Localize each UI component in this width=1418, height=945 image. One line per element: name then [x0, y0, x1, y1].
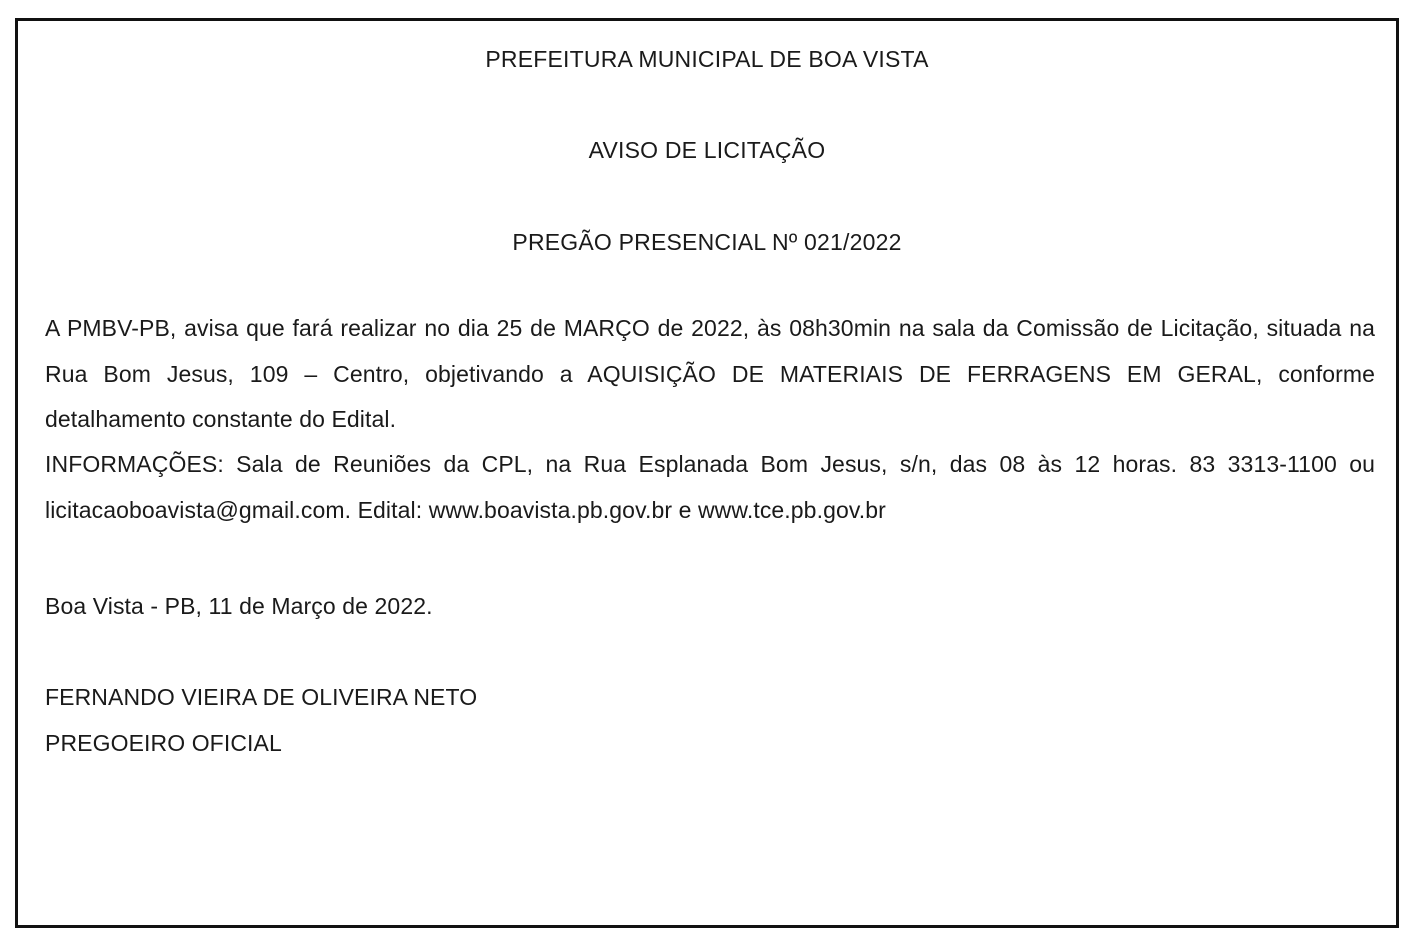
signer-name: FERNANDO VIEIRA DE OLIVEIRA NETO — [45, 684, 478, 710]
main-paragraph: A PMBV-PB, avisa que fará realizar no dia 25 de MARÇO de 2022, às 08h30min na sala da Comissão de Licitação, situada na Rua Bom Jesus, 109 – Centro, objetivando a AQUISIÇÃO DE MATERIAIS DE FERRAGENS EM GERAL, conforme detalhamento constante do Edital. — [45, 315, 1375, 432]
date-line: Boa Vista - PB, 11 de Março de 2022. — [45, 593, 433, 619]
signer-role: PREGOEIRO OFICIAL — [45, 730, 282, 756]
notice-frame — [15, 18, 1399, 928]
notice-title: AVISO DE LICITAÇÃO — [588, 137, 826, 163]
info-paragraph: INFORMAÇÕES: Sala de Reuniões da CPL, na Rua Esplanada Bom Jesus, s/n, das 08 às 12 horas. 83 3313-1100 ou licitacaoboavista@gmail.com. Edital: www.boavista.pb.gov.br e www.tce.pb.gov.br — [45, 451, 1375, 523]
process-number: PREGÃO PRESENCIAL Nº 021/2022 — [512, 229, 902, 255]
organization-heading: PREFEITURA MUNICIPAL DE BOA VISTA — [485, 46, 929, 72]
